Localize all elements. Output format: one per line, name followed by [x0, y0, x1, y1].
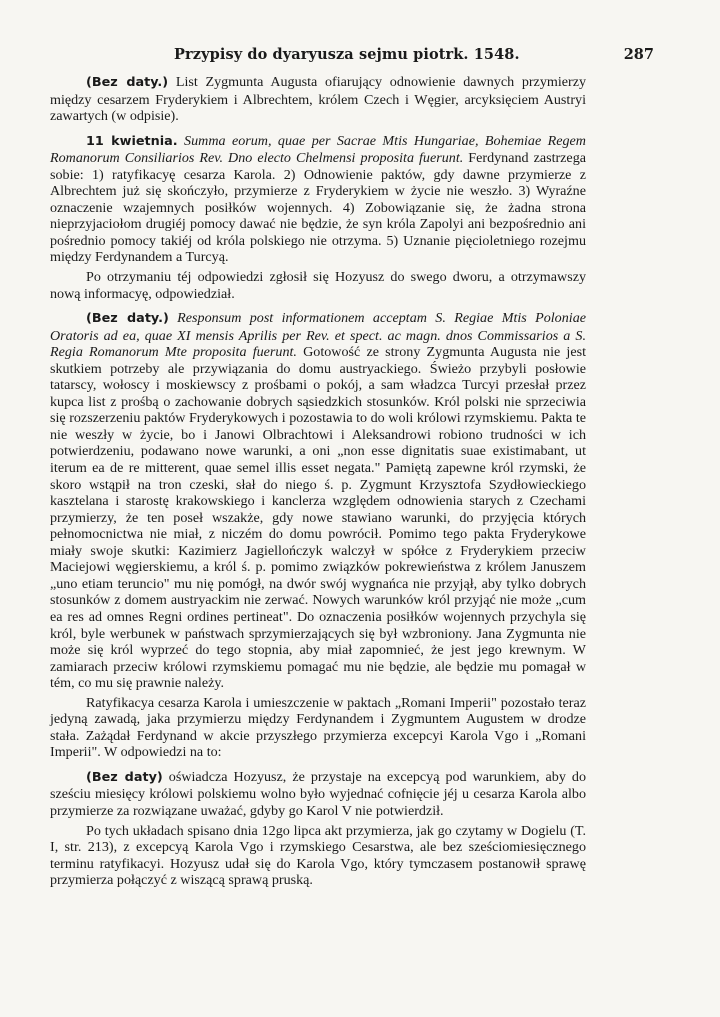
running-title: Przypisy do dyaryusza sejmu piotrk. 1548. — [174, 46, 520, 63]
paragraph-text: Gotowość ze strony Zygmunta Augusta nie jest skutkiem potrzeby ale przywiązania do domu austryackiego. Świeżo przybyli posłowie tatarscy, wołoscy i moskiewscy z prośbami o pokój, a sam władzca Turcyi przesłał przez kupca list z prośbą o zachowanie dobrych sąsiedzkich stosunków. Król polski nie sprzeciwia się rozszerzeniu paktów Fryderykowych i pozostawia to do woli królowi rzymskiemu. Pakta te nie weszły w życie, bo i Janowi Olbrachtowi i Aleksandrowi robiono trudności w ich potwierdzeniu, podawano nowe warunki, a oni „non esse dignitatis suae existimabant, ut iterum ea de re mitterent, quae semel illis esset negata." Pamiętą zapewne król rzymski, że skoro wstąpił na tron czeski, słał do niego ś. p. Zygmunt Krzysztofa Szydłowieckiego kasztelana i starostę krakowskiego i kanclerza względem odnowienia starych z Czechami przymierzy, że ten poseł wszakże, gdy nowe stawiano warunki, do przyjęcia których pełnomocnictwa nie miał, z niczém do domu powrócił. Pomimo tego pakta Fryderykowe miały swoje skutki: Kazimierz Jagiellończyk walczył w spółce z Fryderykiem przeciw Maciejowi węgierskiemu, a król ś. p. pomimo związków pokrewieństwa z królem Januszem „uno etiam teruncio" mu nię pomógł, na dwór swój wygnańca nie przyjął, aby tylko dobrych stosunków z domem austryackim nie zerwać. Nowych warunków król przyjąć nie może „cum ea res ad omnes Regni ordines pertineat". Do oznaczenia posiłków wojennych przychyla się król, byle werbunek w państwach sprzymierzających się był wzbroniony. Jana Zygmunta nie może się król wyprzeć do tego stopnia, aby miał zapomnieć, że jest jego krewnym. W zamiarach przeciw królowi rzymskiemu pomagać mu nie będzie, ale będzie mu pomagał w tém, co mu się prawnie należy. — [50, 344, 586, 692]
paragraph — [50, 133, 586, 266]
date-label: 11 kwietnia. — [86, 133, 178, 149]
paragraph — [50, 269, 586, 302]
paragraph — [50, 695, 586, 761]
paragraph — [50, 823, 586, 889]
latin-title: Responsum post informationem acceptam S. Regiae Mtis Poloniae Oratoris ad ea, quae XI mensis Aprilis per Rev. et spect. ac magn. dnos Commissarios a S. Regia Romanorum Mte proposita fuerunt. — [50, 310, 586, 361]
body-text — [50, 74, 586, 892]
paragraph-text: Ratyfikacya cesarza Karola i umieszczenie w paktach „Romani Imperii" pozostało teraz jedyną zawadą, jaka przymierzu między Ferdynandem i Zygmuntem Augustem w drodze stała. Zażądał Ferdynand w akcie przyszłego przymierza excepcyi Karola Vgo i „Romani Imperii". W odpowiedzi na to: — [50, 694, 586, 761]
paragraph — [50, 769, 586, 820]
latin-title: Summa eorum, quae per Sacrae Mtis Hungariae, Bohemiae Regem Romanorum Consiliarios Rev. Dno electo Chelmensi proposita fuerunt. — [50, 132, 586, 167]
paragraph-text: Po otrzymaniu téj odpowiedzi zgłosił się Hozyusz do swego dworu, a otrzymawszy nową informacyę, odpowiedział. — [50, 269, 586, 302]
paragraph-text: Ferdynand zastrzega sobie: 1) ratyfikacyę cesarza Karola. 2) Odnowienie paktów, gdy dawne przymierze z Albrechtem już się skończyło, przymierze z Fryderykiem w życie nie weszło. 3) Wyraźne oznaczenie wzajemnych posiłków wojennych. 4) Zobowiązanie się, że żadna strona nieprzyjaciołom drugiéj pomocy dawać nie będzie, że syn króla Zapolyi ani bezpośrednio ani pośrednio pomocy takiéj od króla polskiego nie otrzyma. 5) Uznanie pięcioletniego rozejmu między Ferdynandem a Turcyą. — [50, 150, 586, 266]
paragraph-text: Po tych układach spisano dnia 12go lipca akt przymierza, jak go czytamy w Dogielu (T. I, str. 213), z excepcyą Karola Vgo i rzymskiego Cesarstwa, ale bez sześciomiesięcznego terminu ratyfikacyi. Hozyusz udał się do Karola Vgo, który tymczasem postanowił sprawę przymierza połączyć z wiszącą sprawą pruską. — [50, 822, 586, 889]
date-label: (Bez daty.) — [86, 75, 169, 90]
paragraph-text: oświadcza Hozyusz, że przystaje na excepcyą pod warunkiem, aby do sześciu miesięcy królowi polskiemu wolno było wyjednać cofnięcie jéj u cesarza Karola albo przymierze za rozwiązane uważać, gdyby go Karol V nie potwierdził. — [50, 768, 586, 819]
page-number: 287 — [623, 46, 654, 63]
paragraph — [50, 74, 586, 125]
date-label: (Bez daty) — [86, 769, 163, 785]
date-label: (Bez daty.) — [86, 311, 169, 327]
paragraph-text: List Zygmunta Augusta ofiarujący odnowienie dawnych przymierzy między cesarzem Fryderykiem i Albrechtem, królem Czech i Węgier, arcyksięciem Austryi zawartych (w odpisie). — [50, 74, 586, 125]
paragraph — [50, 310, 586, 692]
